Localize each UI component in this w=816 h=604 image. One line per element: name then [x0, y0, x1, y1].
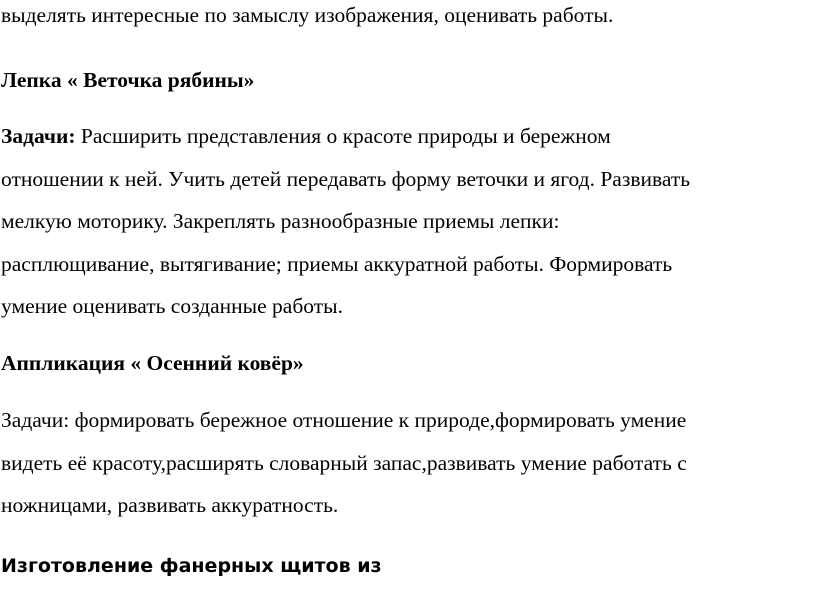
lepka-tasks-text: Расширить представления о красоте природы и бережном [75, 124, 611, 148]
intro-text: выделять интересные по замыслу изображения, оценивать работы. [1, 3, 614, 27]
applikatsiya-line-1: Задачи: формировать бережное отношение к природе,формировать умение [1, 408, 687, 432]
lepka-tasks-line-1 [1, 123, 611, 149]
fanera-heading: Изготовление фанерных щитов из [1, 555, 382, 577]
applikatsiya-line-2: видеть её красоту,расширять словарный запас,развивать умение работать с [1, 451, 687, 475]
lepka-tasks-line-4: расплющивание, вытягивание; приемы аккуратной работы. Формировать [1, 252, 673, 276]
applikatsiya-heading: Аппликация « Осенний ковёр» [1, 351, 304, 375]
lepka-tasks-line-2: отношении к ней. Учить детей передавать форму веточки и ягод. Развивать [1, 167, 691, 191]
lepka-tasks-label: Задачи: [1, 124, 76, 148]
applikatsiya-line-3: ножницами, развивать аккуратность. [1, 493, 339, 517]
lepka-tasks-line-5: умение оценивать созданные работы. [1, 294, 343, 318]
lepka-tasks-line-3: мелкую моторику. Закреплять разнообразные приемы лепки: [1, 209, 560, 233]
lepka-heading: Лепка « Веточка рябины» [1, 68, 255, 92]
